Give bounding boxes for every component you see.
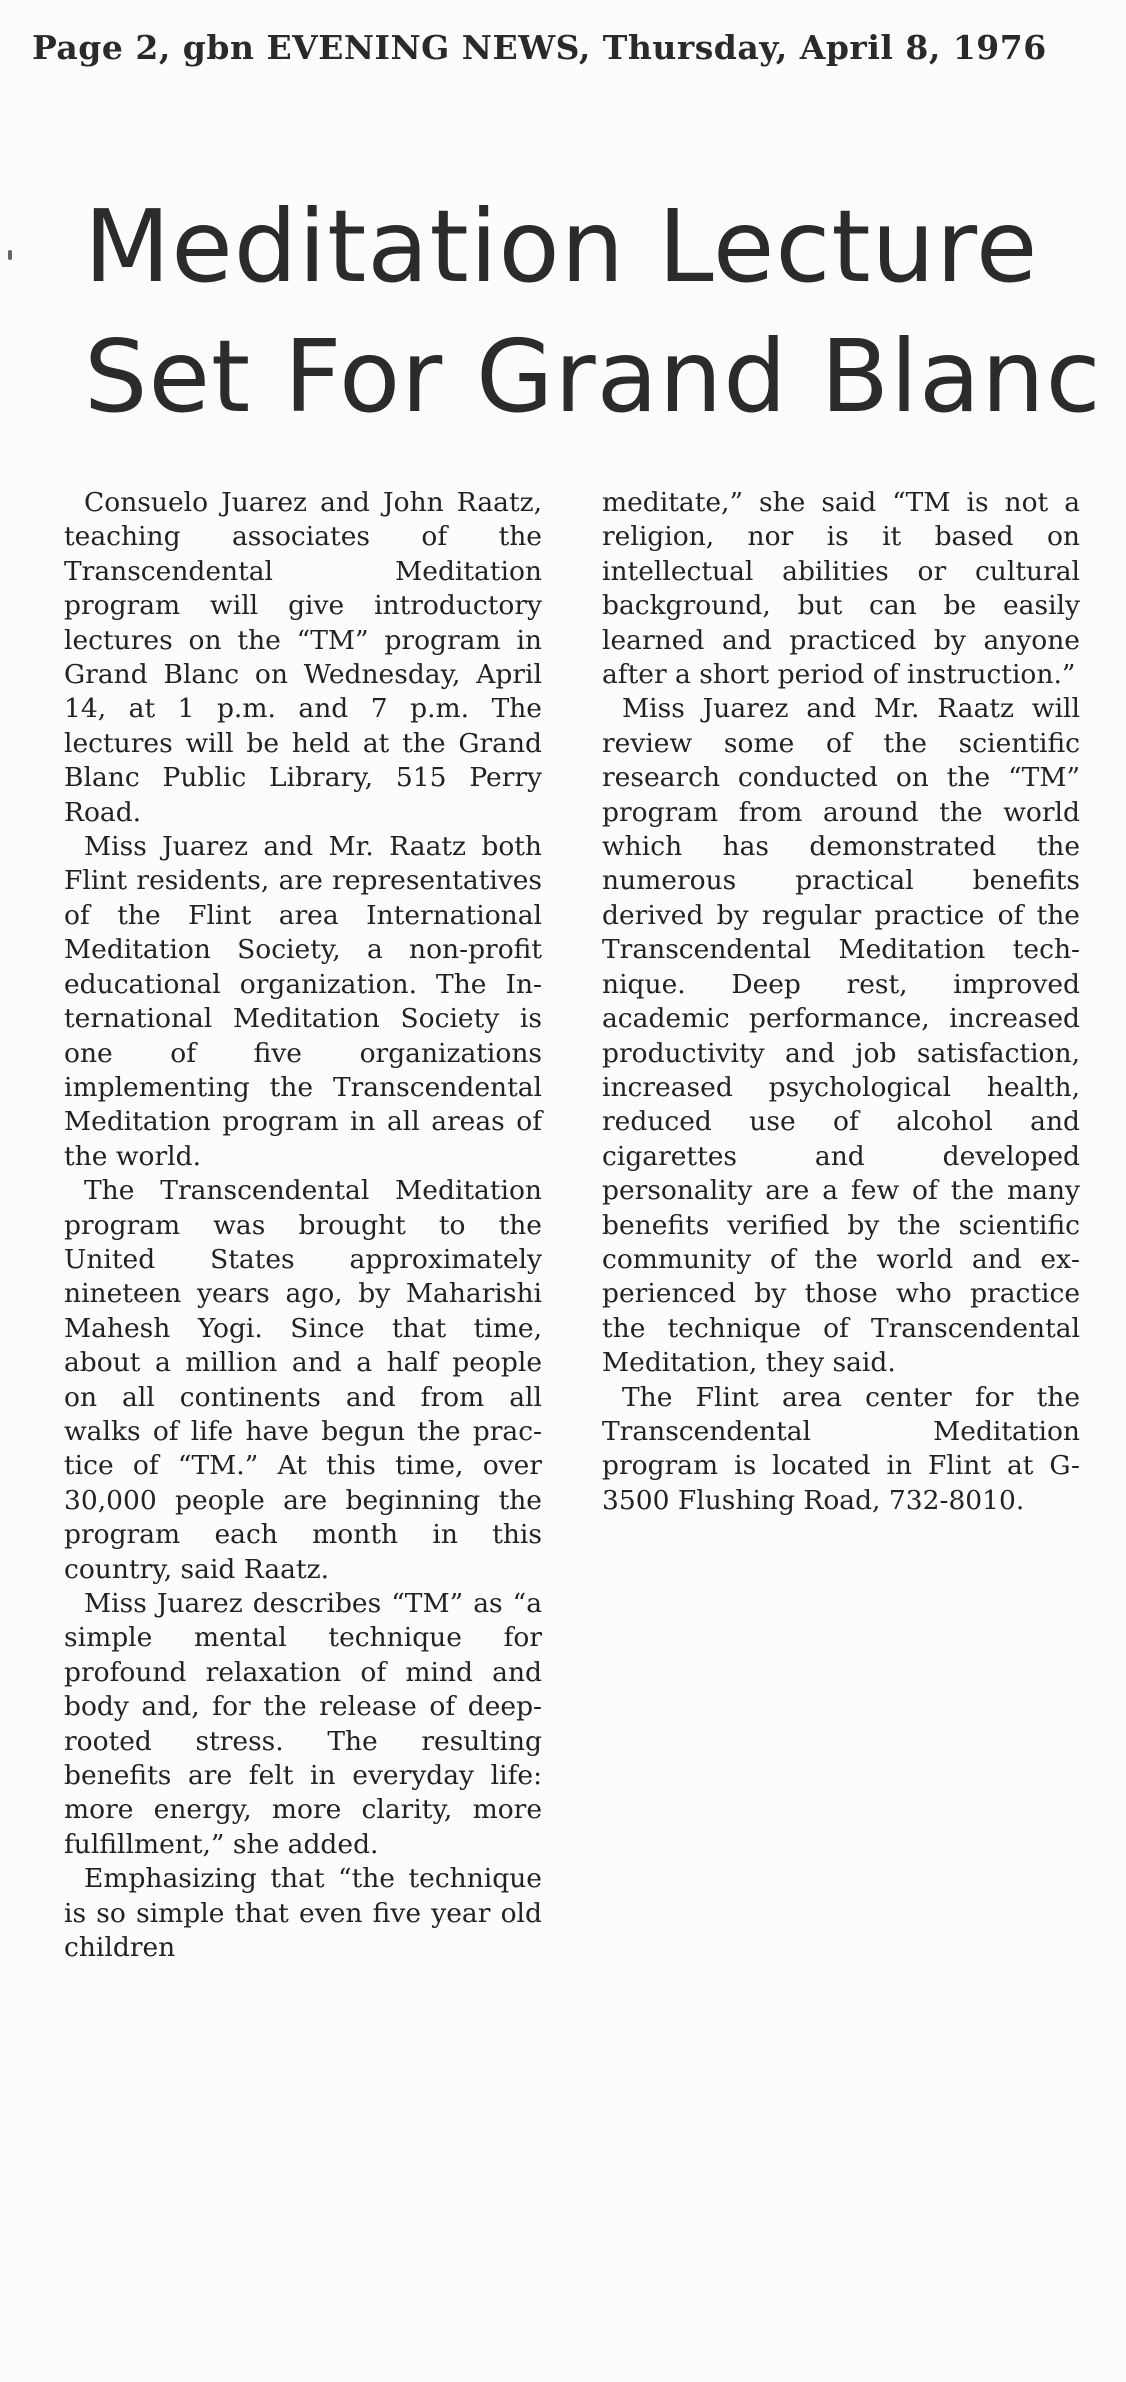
paragraph-description: Miss Juarez describes “TM” as “a simple mental technique for profound relaxation of mind and body and, for the release of deep-rooted stress. The resulting benefits are felt in everyday life: more energy, more clarity, more fulfillment,” she added.: [64, 1588, 542, 1860]
margin-mark: [8, 250, 12, 260]
article-column-right: [602, 486, 1080, 1518]
paragraph-representatives: Miss Juarez and Mr. Raatz both Flint residents, are representatives of the Flint area International Meditation Society, a non-profit educational organization. The International Meditation Society is one of five organizations implementing the Transcendental Meditation program in all areas of the world.: [64, 831, 542, 1172]
headline-line-1: Meditation Lecture: [84, 188, 1039, 305]
paragraph-emphasis-continued: meditate,” she said “TM is not a religion, nor is it based on intellectual abilities or cultural background, but can be easily learned and practiced by anyone after a short period of instruction.”: [602, 487, 1080, 691]
paragraph-emphasis: Emphasizing that “the technique is so simple that even five year old children: [64, 1863, 542, 1964]
dateline: Page 2, gbn EVENING NEWS, Thursday, April 8, 1976: [32, 28, 1047, 67]
headline-line-2: Set For Grand Blanc: [84, 318, 1102, 435]
headline: [84, 182, 1102, 442]
column-divider: [566, 490, 567, 2290]
paragraph-intro: Consuelo Juarez and John Raatz, teaching associates of the Transcendental Meditation program will give introductory lectures on the “TM” program in Grand Blanc on Wednesday, April 14, at 1 p.m. and 7 p.m. The lectures will be held at the Grand Blanc Public Library, 515 Perry Road.: [64, 487, 542, 828]
paragraph-center-location: The Flint area center for the Transcendental Meditation program is located in Flint at G-3500 Flushing Road, 732-8010.: [602, 1381, 1080, 1516]
paragraph-history: The Transcendental Meditation program was brought to the United States approximately nineteen years ago, by Maharishi Mahesh Yogi. Since that time, about a million and a half people on all continents and from all walks of life have begun the practice of “TM.” At this time, over 30,000 people are beginning the program each month in this country, said Raatz.: [64, 1175, 542, 1585]
paragraph-research: Miss Juarez and Mr. Raatz will review some of the scientific research conducted on the “TM” program from around the world which has demonstrated the numerous practical benefits derived by regular practice of the Transcendental Meditation technique. Deep rest, improved academic performance, increased productivity and job satisfaction, increased psychological health, reduced use of alcohol and cigarettes and developed personality are a few of the many benefits verified by the scientific community of the world and experienced by those who practice the technique of Transcendental Meditation, they said.: [602, 693, 1080, 1379]
article-column-left: [64, 486, 542, 1965]
